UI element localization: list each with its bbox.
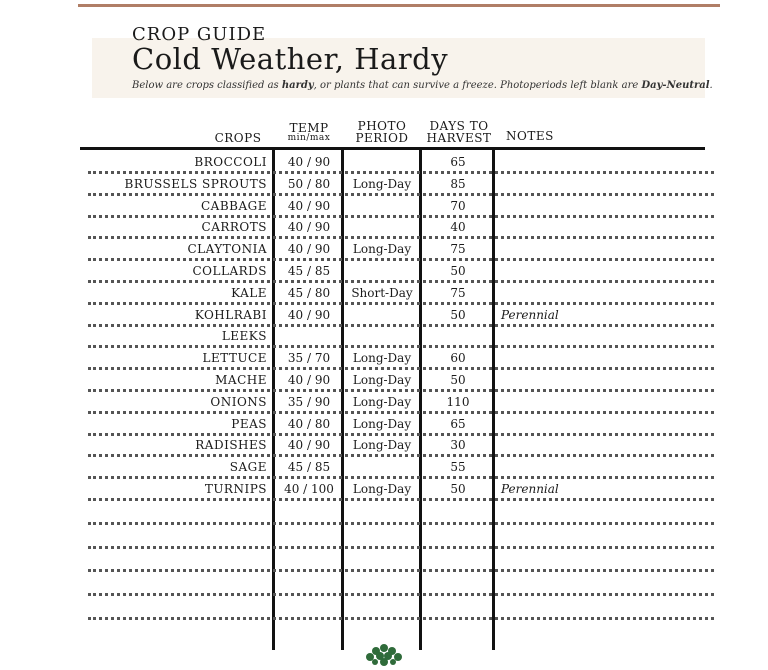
days-to-harvest: 65 bbox=[450, 416, 466, 431]
table-row bbox=[0, 216, 768, 238]
temp-range: 40 / 90 bbox=[287, 220, 331, 235]
table-row bbox=[0, 347, 768, 369]
table-row bbox=[0, 413, 768, 435]
days-to-harvest: 75 bbox=[450, 242, 466, 257]
notes: Perennial bbox=[501, 307, 559, 322]
column-header-days-to-harvest: DAYS TO HARVEST bbox=[426, 119, 492, 145]
row-separator bbox=[88, 389, 714, 392]
table-row bbox=[0, 391, 768, 413]
temp-range: 40 / 100 bbox=[284, 482, 334, 496]
crop-name: MACHE bbox=[215, 373, 267, 387]
row-separator bbox=[88, 546, 714, 549]
table-row bbox=[0, 434, 768, 456]
row-separator bbox=[88, 171, 714, 174]
temp-range: 40 / 90 bbox=[287, 242, 331, 257]
table-row bbox=[0, 173, 768, 195]
top-rule bbox=[78, 4, 720, 7]
table-row bbox=[0, 282, 768, 304]
table-row bbox=[0, 304, 768, 326]
row-separator bbox=[88, 433, 714, 436]
row-separator bbox=[88, 411, 714, 414]
crop-name: BRUSSELS SPROUTS bbox=[124, 176, 267, 191]
table-row bbox=[0, 195, 768, 217]
days-to-harvest: 110 bbox=[446, 394, 470, 409]
notes: Perennial bbox=[501, 482, 559, 496]
table-row bbox=[0, 456, 768, 478]
table-row bbox=[0, 151, 768, 173]
temp-range: 40 / 90 bbox=[287, 438, 331, 453]
crop-name: LETTUCE bbox=[202, 351, 267, 366]
crop-name: SAGE bbox=[229, 460, 267, 475]
row-separator bbox=[88, 617, 714, 620]
page-kicker: CROP GUIDE bbox=[132, 24, 267, 45]
photoperiod bbox=[345, 456, 419, 478]
row-separator bbox=[88, 593, 714, 596]
days-to-harvest: 50 bbox=[450, 264, 466, 278]
row-separator bbox=[88, 476, 714, 479]
temp-range: 40 / 90 bbox=[287, 198, 331, 213]
days-to-harvest: 30 bbox=[450, 438, 466, 453]
temp-range: 45 / 85 bbox=[287, 460, 331, 475]
row-separator bbox=[88, 345, 714, 348]
row-separator bbox=[88, 454, 714, 457]
photoperiod: Long-Day bbox=[352, 373, 412, 387]
row-separator bbox=[88, 302, 714, 305]
days-to-harvest bbox=[423, 325, 493, 347]
crop-name: LEEKS bbox=[221, 329, 267, 344]
photoperiod: Long-Day bbox=[352, 394, 412, 409]
photoperiod bbox=[345, 216, 419, 238]
photoperiod bbox=[345, 260, 419, 282]
page-subtitle: Below are crops classified as hardy, or plants that can survive a freeze. Photoperiods left blank are Day-Neutral. bbox=[132, 80, 713, 91]
days-to-harvest: 50 bbox=[450, 482, 466, 496]
photoperiod: Short-Day bbox=[351, 285, 413, 300]
row-separator bbox=[88, 522, 714, 525]
column-header-photoperiod: PHOTO PERIOD bbox=[355, 119, 409, 145]
days-to-harvest: 60 bbox=[450, 351, 466, 366]
temp-range: 35 / 70 bbox=[287, 351, 331, 366]
crop-name: ONIONS bbox=[210, 394, 267, 409]
days-to-harvest: 85 bbox=[450, 176, 466, 191]
table-row bbox=[0, 238, 768, 260]
crop-name: BROCCOLI bbox=[194, 155, 267, 169]
photoperiod: Long-Day bbox=[352, 482, 412, 496]
temp-range: 45 / 85 bbox=[287, 264, 331, 278]
crop-name: CLAYTONIA bbox=[187, 242, 267, 257]
header-rule bbox=[80, 147, 705, 150]
days-to-harvest: 40 bbox=[450, 220, 466, 235]
row-separator bbox=[88, 367, 714, 370]
days-to-harvest: 55 bbox=[450, 460, 466, 475]
row-separator bbox=[88, 215, 714, 218]
column-header-crops: CROPS bbox=[214, 131, 262, 145]
crop-name: COLLARDS bbox=[192, 264, 267, 278]
table-row bbox=[0, 325, 768, 347]
row-separator bbox=[88, 498, 714, 501]
row-separator bbox=[88, 236, 714, 239]
crop-name: KOHLRABI bbox=[194, 307, 267, 322]
row-separator bbox=[88, 569, 714, 572]
photoperiod: Long-Day bbox=[352, 438, 412, 453]
crop-name: PEAS bbox=[231, 416, 267, 431]
days-to-harvest: 65 bbox=[450, 155, 466, 169]
crop-name: CABBAGE bbox=[201, 198, 267, 213]
temp-range: 40 / 90 bbox=[287, 373, 331, 387]
photoperiod: Long-Day bbox=[352, 176, 412, 191]
temp-range: 50 / 80 bbox=[287, 176, 331, 191]
photoperiod: Long-Day bbox=[352, 416, 412, 431]
photoperiod bbox=[345, 325, 419, 347]
table-row bbox=[0, 478, 768, 500]
photoperiod bbox=[345, 195, 419, 217]
photoperiod bbox=[345, 151, 419, 173]
row-separator bbox=[88, 193, 714, 196]
days-to-harvest: 50 bbox=[450, 307, 466, 322]
table-row bbox=[0, 260, 768, 282]
temp-range: 35 / 90 bbox=[287, 394, 331, 409]
days-to-harvest: 75 bbox=[450, 285, 466, 300]
row-separator bbox=[88, 324, 714, 327]
row-separator bbox=[88, 280, 714, 283]
column-header-temp: TEMP min/max bbox=[287, 121, 331, 143]
temp-range: 40 / 80 bbox=[287, 416, 331, 431]
crop-name: RADISHES bbox=[195, 438, 267, 453]
temp-range: 45 / 80 bbox=[287, 285, 331, 300]
photoperiod: Long-Day bbox=[352, 242, 412, 257]
photoperiod bbox=[345, 304, 419, 326]
table-row bbox=[0, 369, 768, 391]
column-header-notes: NOTES bbox=[506, 129, 554, 143]
temp-range: 40 / 90 bbox=[287, 155, 331, 169]
crop-name: CARROTS bbox=[201, 220, 267, 235]
crop-name: TURNIPS bbox=[204, 482, 267, 496]
temp-range: 40 / 90 bbox=[287, 307, 331, 322]
photoperiod: Long-Day bbox=[352, 351, 412, 366]
crop-name: KALE bbox=[231, 285, 267, 300]
page-title: Cold Weather, Hardy bbox=[132, 42, 449, 76]
days-to-harvest: 50 bbox=[450, 373, 466, 387]
temp-range bbox=[276, 325, 342, 347]
days-to-harvest: 70 bbox=[450, 198, 466, 213]
row-separator bbox=[88, 258, 714, 261]
